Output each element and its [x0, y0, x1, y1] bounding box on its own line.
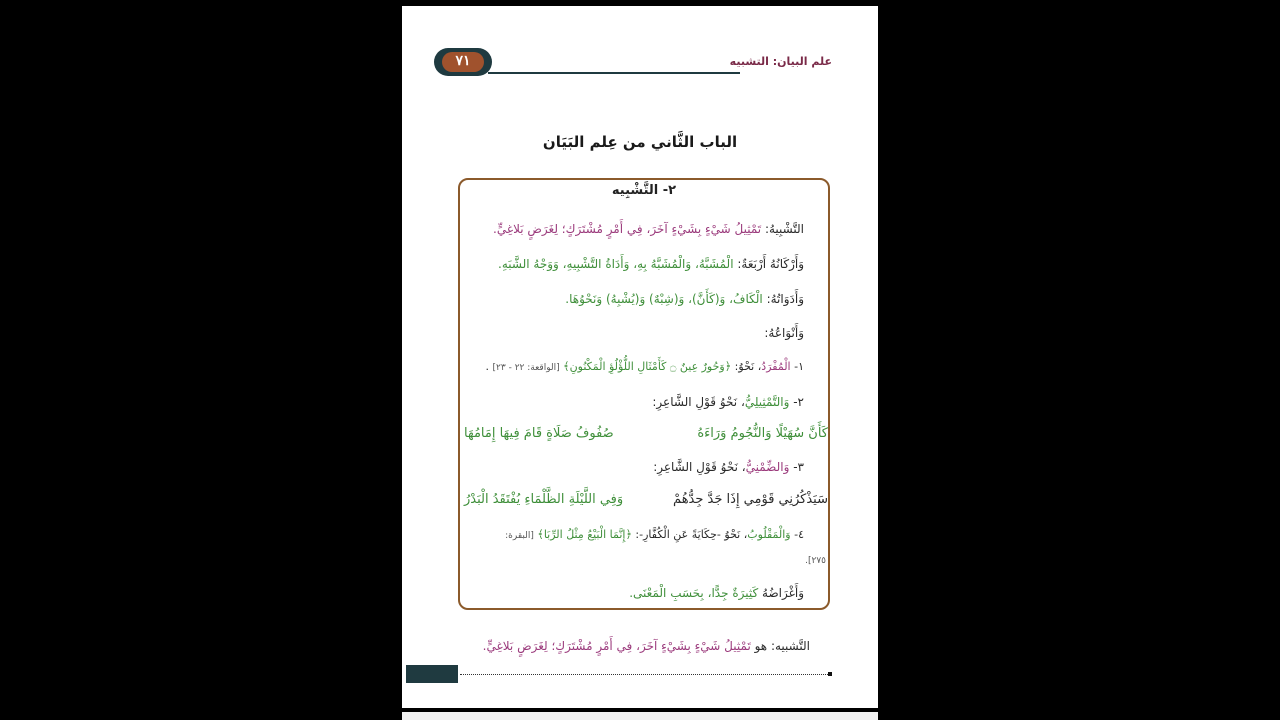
type1-name: الْمُفْرَدُ — [761, 360, 791, 373]
footer-definition — [483, 636, 810, 656]
purposes-label: وَأَغْرَاضُهُ — [762, 586, 804, 600]
type4-prefix: ٤- — [790, 528, 804, 541]
definition-line — [493, 220, 804, 238]
type4-line — [505, 526, 804, 545]
tools-text: الْكَافُ، وَ(كَأَنَّ)، وَ(شِبْهٌ) وَ(يُشْبِهُ) وَنَحْوُهَا. — [565, 292, 763, 306]
purposes-line — [629, 584, 804, 602]
type1-end: . — [485, 360, 493, 373]
type1-mid: ، نَحْوُ: — [731, 360, 762, 373]
types-label: وَأَنْوَاعُهُ: — [764, 326, 804, 340]
type2-rest: ، نَحْوُ قَوْلِ الشَّاعِرِ: — [652, 395, 745, 409]
running-title: علم البيان: التشبيه — [729, 55, 832, 68]
type1-quote: ﴿وَحُورٌ عِينٌ ۝ كَأَمْثَالِ اللُّؤْلُؤِ الْمَكْنُونِ﴾ — [563, 360, 732, 373]
type4-ref: [البقرة: — [505, 531, 534, 541]
footer-label: التَّشبيه: هو — [754, 639, 810, 653]
type2-name: وَالتَّمْثِيلِيُّ — [744, 395, 790, 409]
verse1-first-hemistich: كَأَنَّ سُهَيْلًا وَالنُّجُومُ وَرَاءَهُ — [697, 426, 828, 441]
type4-quote: ﴿إِنَّمَا الْبَيْعُ مِثْلُ الرِّبَا﴾ — [537, 528, 632, 541]
type1-line — [486, 358, 804, 377]
purposes-text: كَثِيرَةٌ جِدًّا، بِحَسَبِ الْمَعْنَى. — [629, 586, 759, 600]
type4-ref-continued: ٢٧٥]. — [805, 556, 826, 566]
verse1-second-hemistich: صُفُوفُ صَلَاةٍ قَامَ فِيهَا إِمَامُهَا — [464, 426, 614, 441]
running-head — [428, 55, 832, 77]
type1-prefix: ١- — [790, 360, 804, 373]
type2-prefix: ٢- — [789, 395, 804, 409]
footer-text: تَمْثِيلُ شَيْءٍ بِشَيْءٍ آخَرَ، فِي أَمْرٍ مُشْتَرَكٍ؛ لِغَرَضٍ بَلاغِيٍّ. — [482, 639, 751, 653]
footer-bar — [406, 665, 458, 683]
type3-name: وَالضِّمْنِيُّ — [745, 460, 790, 474]
verse2-first-hemistich: سَيَذْكُرُنِي قَوْمِي إِذَا جَدَّ جِدُّهُمْ — [673, 492, 828, 507]
next-page-edge — [402, 712, 878, 720]
definition-text: تَمْثِيلُ شَيْءٍ بِشَيْءٍ آخَرَ، فِي أَمْرٍ مُشْتَرَكٍ؛ لِغَرَضٍ بَلاغِيٍّ. — [493, 222, 762, 236]
box-title: ٢- التَّشْبِيه — [611, 183, 677, 198]
tools-label: وَأَدَوَاتُهُ: — [766, 292, 804, 306]
footer-marker — [828, 672, 832, 676]
type3-rest: ، نَحْوُ قَوْلِ الشَّاعِرِ: — [653, 460, 746, 474]
type3-prefix: ٣- — [789, 460, 804, 474]
footer-dotted-rule — [460, 674, 828, 675]
type2-line — [652, 393, 804, 411]
type3-line — [653, 458, 804, 476]
pillars-line — [498, 255, 804, 273]
type4-rest: ، نَحْوُ -حِكَايَةً عَنِ الْكُفَّارِ-: — [631, 528, 748, 541]
page-number: ٧١ — [442, 52, 484, 72]
pillars-label: وَأَرْكَانُهُ أَرْبَعَةٌ: — [737, 257, 804, 271]
tools-line — [565, 290, 804, 308]
chapter-title: الباب الثَّاني من عِلم البَيَان — [542, 133, 738, 151]
type4-name: وَالْمَقْلُوبُ — [747, 528, 791, 541]
verse2-second-hemistich: وَفِي اللَّيْلَةِ الظَّلْمَاءِ يُفْتَقَدُ الْبَدْرُ — [464, 492, 624, 507]
type1-ref: [الواقعة: ٢٢ - ٢٣] — [492, 363, 560, 373]
pillars-text: الْمُشَبَّهُ، وَالْمُشَبَّهُ بِهِ، وَأَدَاةُ التَّشْبِيهِ، وَوَجْهُ الشَّبَهِ. — [498, 257, 734, 271]
header-rule — [488, 72, 740, 74]
definition-label: التَّشْبِيهُ: — [764, 222, 804, 236]
